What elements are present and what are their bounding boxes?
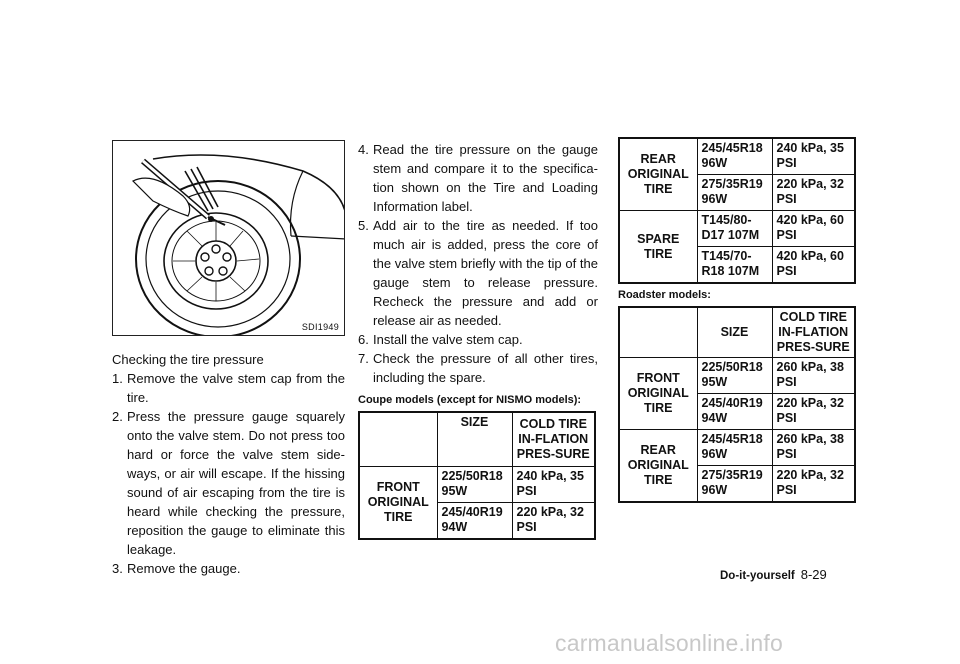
left-column (112, 140, 345, 578)
size-cell: 245/45R18 96W (697, 430, 772, 466)
figure-code: SDI1949 (301, 322, 339, 332)
size-cell: 245/40R19 94W (697, 394, 772, 430)
row-group-label: REAR ORIGINAL TIRE (619, 430, 697, 503)
page-number: 8-29 (800, 567, 827, 582)
size-cell: 245/40R19 94W (437, 503, 512, 540)
row-group-label: FRONT ORIGINAL TIRE (359, 467, 437, 540)
table-row (619, 211, 855, 247)
middle-column (358, 140, 598, 540)
row-group-label: FRONT ORIGINAL TIRE (619, 358, 697, 430)
header-blank (619, 307, 697, 358)
footer-section: Do-it-yourself (720, 570, 795, 582)
size-header: SIZE (697, 307, 772, 358)
page-footer (720, 567, 827, 582)
pressure-cell: 420 kPa, 60 PSI (772, 247, 855, 284)
right-column (618, 137, 858, 503)
step-item: 7. Check the pressure of all other tires, including the spare. (358, 351, 598, 385)
pressure-cell: 260 kPa, 38 PSI (772, 358, 855, 394)
section-heading: Checking the tire pressure (112, 352, 264, 367)
pressure-cell: 220 kPa, 32 PSI (772, 394, 855, 430)
steps-list-part-2 (358, 140, 598, 387)
pressure-cell: 240 kPa, 35 PSI (772, 138, 855, 175)
size-cell: 225/50R18 95W (697, 358, 772, 394)
table-header-row (619, 307, 855, 358)
size-cell: 275/35R19 96W (697, 175, 772, 211)
pressure-cell: 220 kPa, 32 PSI (772, 175, 855, 211)
step-item: 2. Press the pressure gauge squarely onto the valve stem. Do not press too hard or force the valve stem side-ways, or air will escape. If the hissing sound of air escaping from the tire is heard while checking the pressure, reposition the gauge to eliminate this leakage. (112, 409, 345, 557)
step-item: 3. Remove the gauge. (112, 561, 241, 576)
coupe-pressure-table (358, 411, 596, 540)
steps-list-part-1 (112, 369, 345, 578)
step-item: 6. Install the valve stem cap. (358, 332, 523, 347)
pressure-cell: 220 kPa, 32 PSI (512, 503, 595, 540)
size-cell: T145/80-D17 107M (697, 211, 772, 247)
step-item: 5. Add air to the tire as needed. If too much air is added, press the core of the valve stem briefly with the tip of the gauge stem to release pressure. Recheck the pressure and add or release air as needed. (358, 218, 598, 328)
roadster-pressure-table (618, 306, 856, 503)
header-blank (359, 412, 437, 467)
pressure-cell: 420 kPa, 60 PSI (772, 211, 855, 247)
gauge-on-valve-illustration (113, 141, 345, 336)
size-cell: 275/35R19 96W (697, 466, 772, 503)
step-item: 1. Remove the valve stem cap from the tire. (112, 371, 345, 405)
size-cell: 245/45R18 96W (697, 138, 772, 175)
pressure-cell: 220 kPa, 32 PSI (772, 466, 855, 503)
size-cell: T145/70-R18 107M (697, 247, 772, 284)
table-header-row (359, 412, 595, 467)
size-header: SIZE (437, 412, 512, 467)
pressure-cell: 240 kPa, 35 PSI (512, 467, 595, 503)
tire-pressure-figure (112, 140, 345, 336)
row-group-label: REAR ORIGINAL TIRE (619, 138, 697, 211)
watermark-text: carmanualsonline.info (555, 630, 783, 656)
coupe-pressure-table-continued (618, 137, 856, 284)
size-cell: 225/50R18 95W (437, 467, 512, 503)
roadster-caption: Roadster models: (618, 289, 711, 301)
pressure-header: COLD TIRE IN-FLATION PRES-SURE (772, 307, 855, 358)
pressure-cell: 260 kPa, 38 PSI (772, 430, 855, 466)
pressure-header: COLD TIRE IN-FLATION PRES-SURE (512, 412, 595, 467)
table-row (619, 358, 855, 394)
table-row (619, 430, 855, 466)
table-row (619, 138, 855, 175)
row-group-label: SPARE TIRE (619, 211, 697, 284)
step-item: 4. Read the tire pressure on the gauge stem and compare it to the specifica-tion shown on the Tire and Loading Information label. (358, 142, 598, 214)
table-row (359, 467, 595, 503)
coupe-caption: Coupe models (except for NISMO models): (358, 394, 582, 406)
